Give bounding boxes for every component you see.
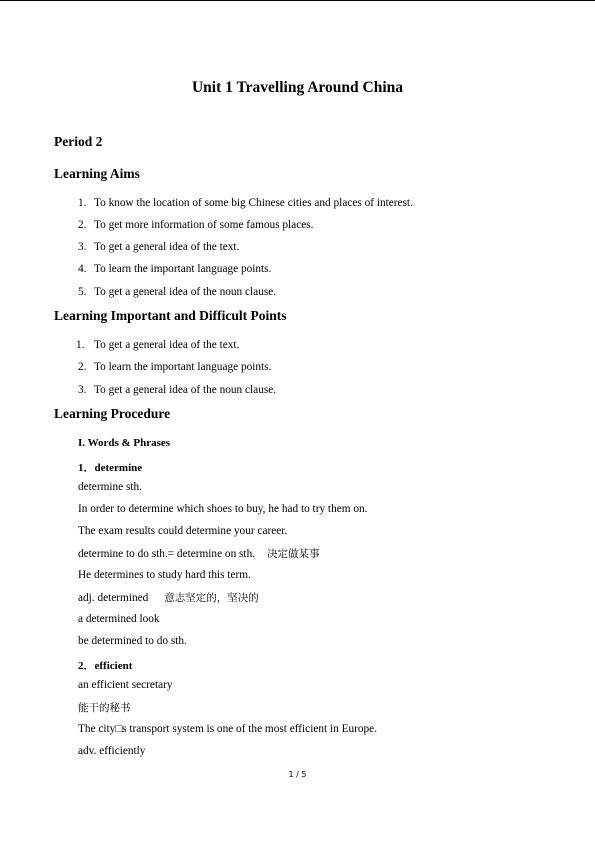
list-item: 4. To learn the important language points. — [78, 263, 272, 275]
word-heading-efficient: 2．efficient — [78, 660, 133, 672]
section-heading: I. Words & Phrases — [78, 437, 171, 449]
list-item: 3. To get a general idea of the noun clause. — [78, 384, 277, 396]
text-line: an efficient secretary — [78, 679, 173, 691]
text-line: The city□s transport system is one of the most efficient in Europe. — [78, 723, 378, 735]
page-number: 1 / 5 — [288, 770, 307, 779]
list-item: 5. To get a general idea of the noun clause. — [78, 286, 277, 298]
text-line: be determined to do sth. — [78, 635, 187, 647]
text-line: 能干的秘书 — [78, 702, 131, 714]
text-line: determine to do sth.= determine on sth. 决定做某事 — [78, 548, 320, 560]
list-item: 2. To get more information of some famous places. — [78, 219, 314, 231]
important-points-heading: Learning Important and Difficult Points — [54, 308, 287, 323]
list-item: 1. To know the location of some big Chinese cities and places of interest. — [78, 197, 413, 209]
text-line: determine sth. — [78, 481, 142, 493]
text-line: a determined look — [78, 613, 160, 625]
list-item: 1. To get a general idea of the text. — [76, 339, 240, 351]
text-line: adv. efficiently — [78, 745, 146, 757]
learning-procedure-heading: Learning Procedure — [54, 406, 171, 421]
text-line: adj. determined 意志坚定的，坚决的 — [78, 592, 259, 604]
period-heading: Period 2 — [54, 134, 103, 149]
list-item: 2. To learn the important language points. — [78, 361, 272, 373]
page-title: Unit 1 Travelling Around China — [191, 79, 404, 96]
top-border-line — [0, 0, 595, 1]
text-line: In order to determine which shoes to buy, he had to try them on. — [78, 503, 368, 515]
text-line: He determines to study hard this term. — [78, 569, 251, 581]
word-heading-determine: 1．determine — [78, 462, 143, 474]
learning-aims-heading: Learning Aims — [54, 166, 140, 181]
list-item: 3. To get a general idea of the text. — [78, 241, 240, 253]
text-line: The exam results could determine your career. — [78, 525, 288, 537]
